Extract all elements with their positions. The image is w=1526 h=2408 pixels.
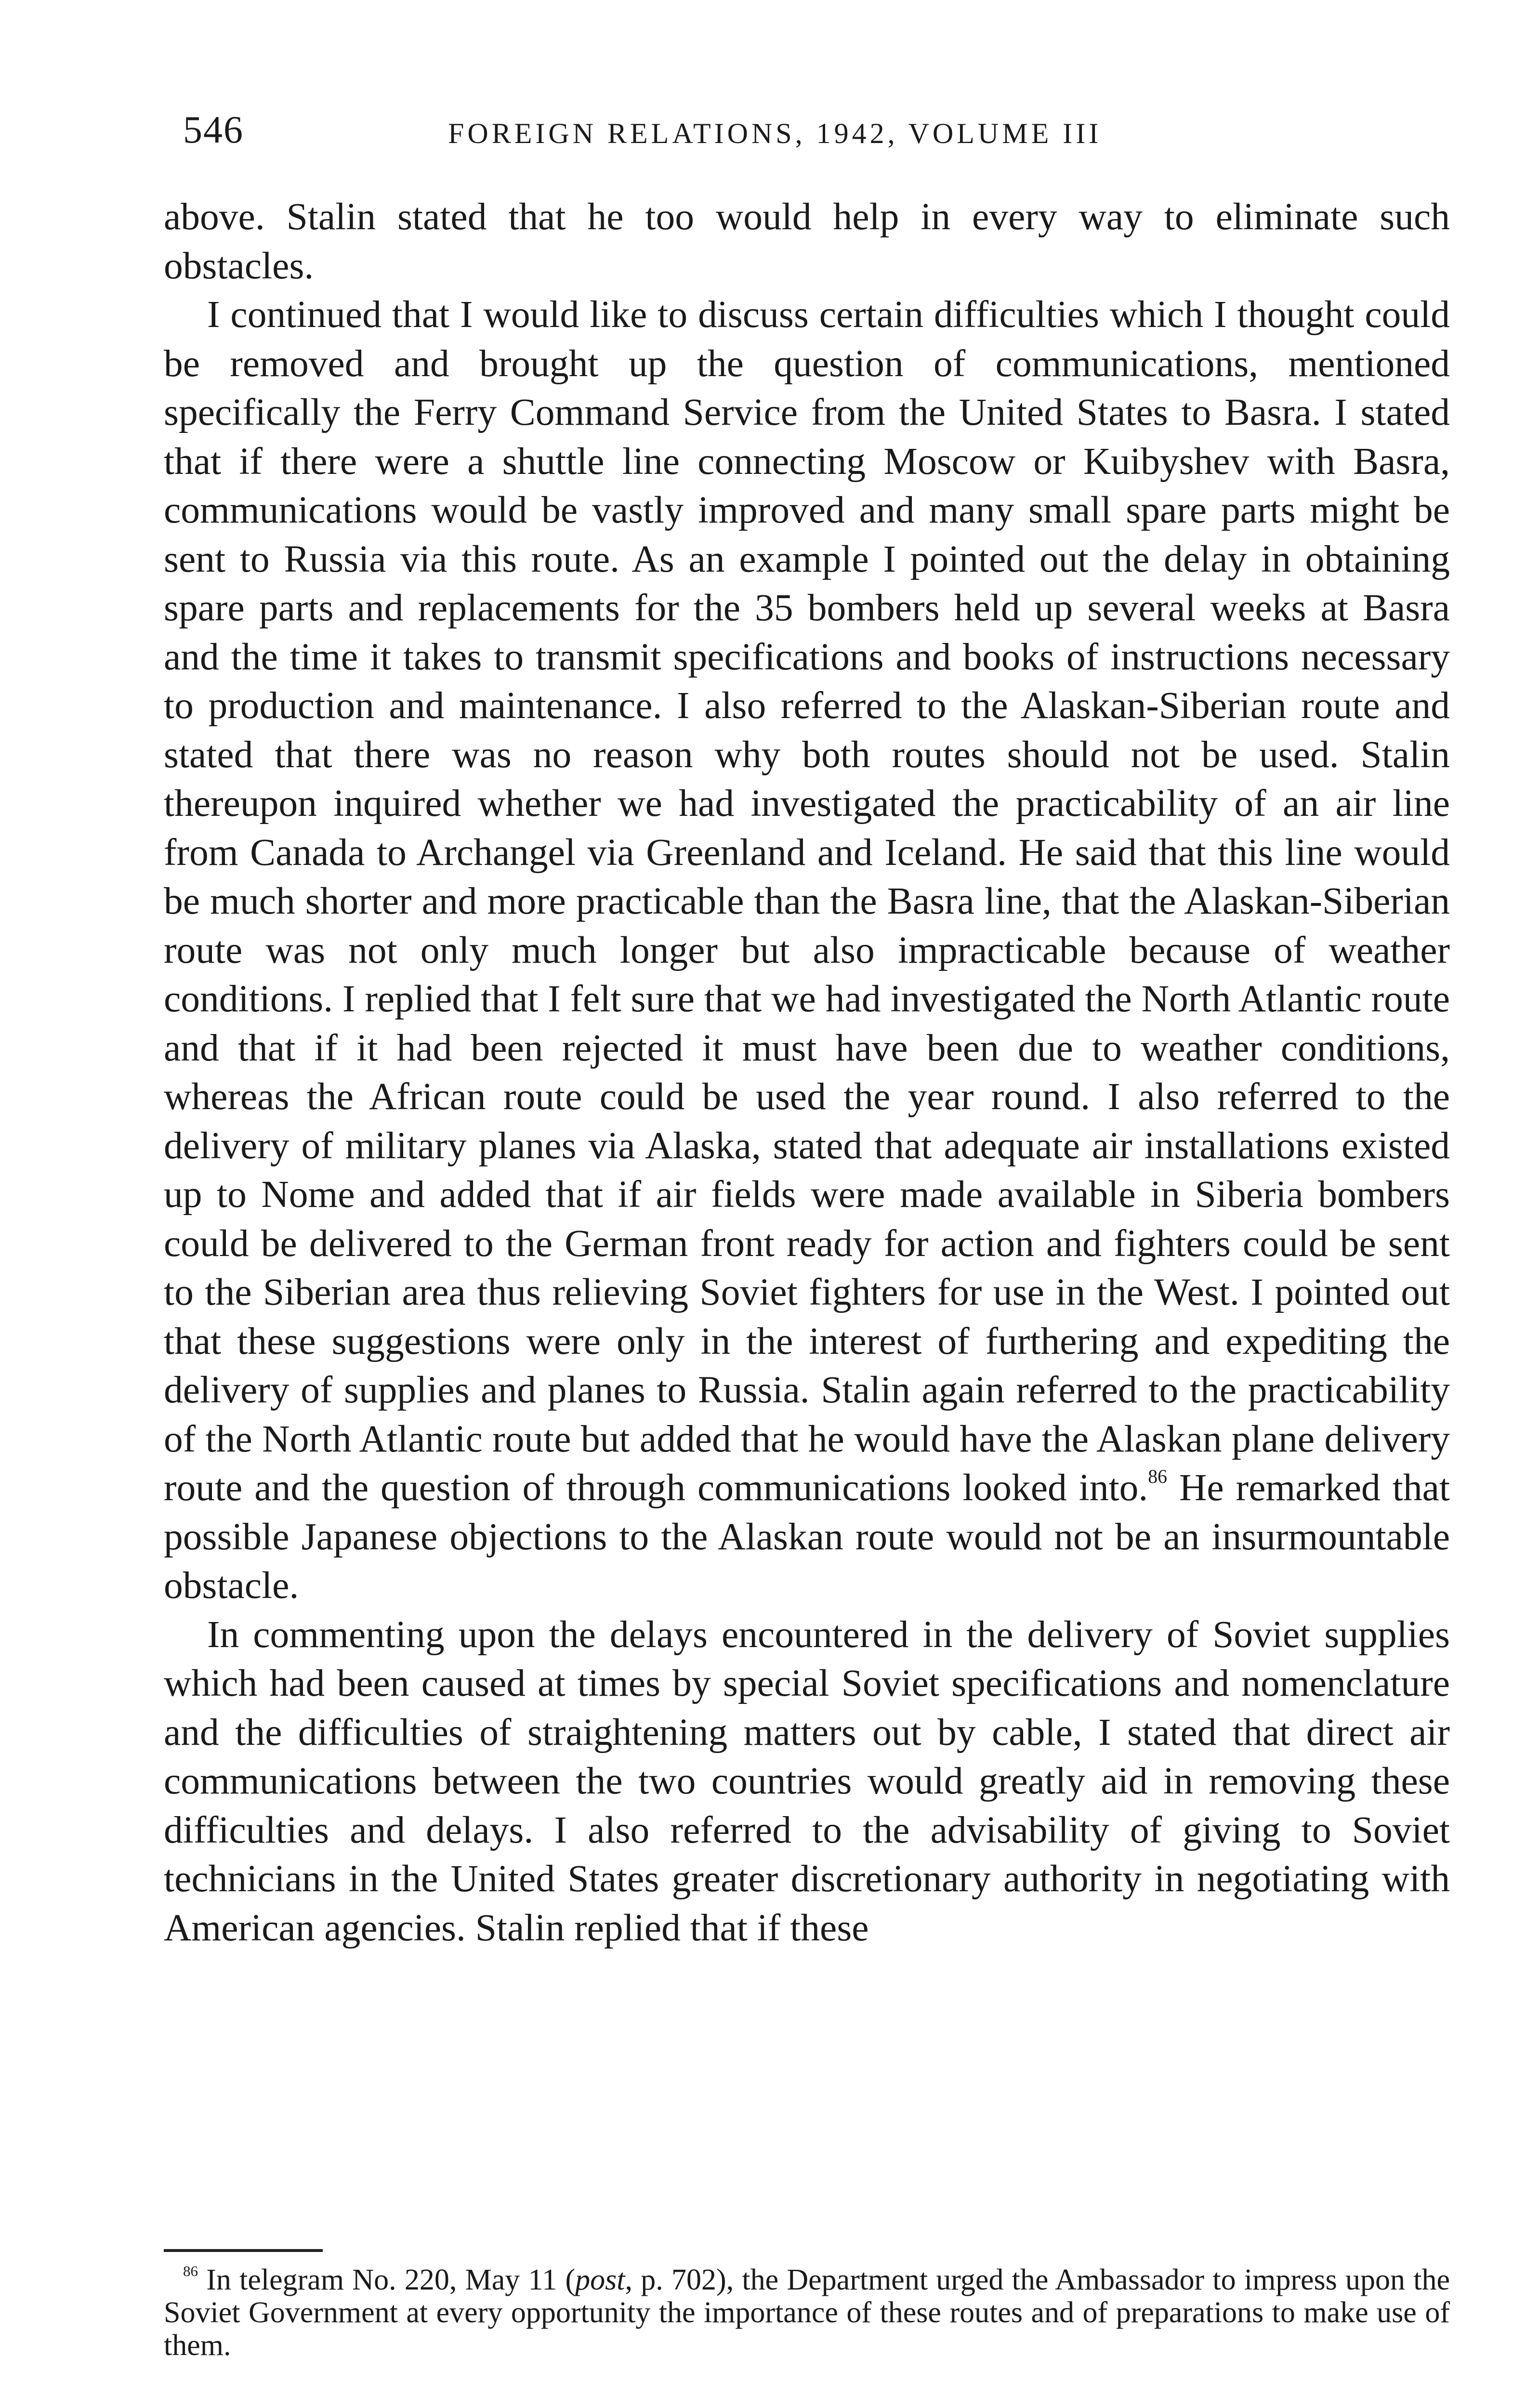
- footnote-text: In telegram No. 220, May 11 (: [198, 2264, 576, 2296]
- paragraph-text: I continued that I would like to discuss certain difficulties which I thought could be removed and brought up the question of communications, mentioned specifically the Ferry Command Service from the United States to Basra. I stated that if there were a shuttle line connecting Moscow or Kuibyshev with Basra, communications would be vastly improved and many small spare parts might be sent to Russia via this route. As an example I pointed out the delay in obtaining spare parts and replacements for the 35 bombers held up several weeks at Basra and the time it takes to transmit specifications and books of instructions necessary to production and maintenance. I also referred to the Alaskan-Siberian route and stated that there was no reason why both routes should not be used. Stalin thereupon inquired whether we had investigated the practicability of an air line from Canada to Archangel via Greenland and Iceland. He said that this line would be much shorter and more practicable than the Basra line, that the Alaskan-Siberian route was not only much longer but also impracticable because of weather conditions. I replied that I felt sure that we had investigated the North Atlantic route and that if it had been rejected it must have been due to weather conditions, whereas the African route could be used the year round. I also referred to the delivery of military planes via Alaska, stated that adequate air installations existed up to Nome and added that if air fields were made available in Siberia bombers could be delivered to the German front ready for action and fighters could be sent to the Siberian area thus relieving Soviet fighters for use in the West. I pointed out that these suggestions were only in the interest of furthering and expediting the delivery of supplies and planes to Russia. Stalin again referred to the practicability of the North Atlantic route but added that he would have the Alaskan plane delivery route and the question of through communications looked into.: [164, 293, 1450, 1509]
- footnote-number: 86: [183, 2263, 198, 2280]
- footnotes: [164, 2264, 1450, 2362]
- paragraph-text: He remarked that possible Japanese objections to the Alaskan route would not be an insurmountable obstacle.: [164, 1466, 1450, 1607]
- footnote-divider: [164, 2249, 323, 2252]
- footnote-reference: 86: [1148, 1466, 1168, 1488]
- document-page: [164, 0, 1450, 2408]
- footnote-italic: post: [575, 2264, 625, 2296]
- body-text: [164, 193, 1450, 1952]
- paragraph-delays: In commenting upon the delays encountered in the delivery of Soviet supplies which had been caused at times by special Soviet specifications and nomenclature and the difficulties of straightening matters out by cable, I stated that direct air communications between the two countries would greatly aid in removing these difficulties and delays. I also referred to the advisability of giving to Soviet technicians in the United States greater discretionary authority in negotiating with American agencies. Stalin replied that if these: [164, 1613, 1450, 1949]
- page-header: [164, 108, 1450, 161]
- footnote-86: [164, 2264, 1450, 2362]
- footnote-text: , p. 702), the Department urged the Ambassador to impress upon the Soviet Government at every opportunity the importance of these routes and of preparations to make use of them.: [164, 2264, 1450, 2362]
- paragraph-continuation: above. Stalin stated that he too would help in every way to eliminate such obstacles.: [164, 196, 1450, 287]
- page-number: 546: [183, 109, 244, 151]
- paragraph-communications: [164, 290, 1450, 1610]
- running-head: FOREIGN RELATIONS, 1942, VOLUME III: [448, 118, 1102, 149]
